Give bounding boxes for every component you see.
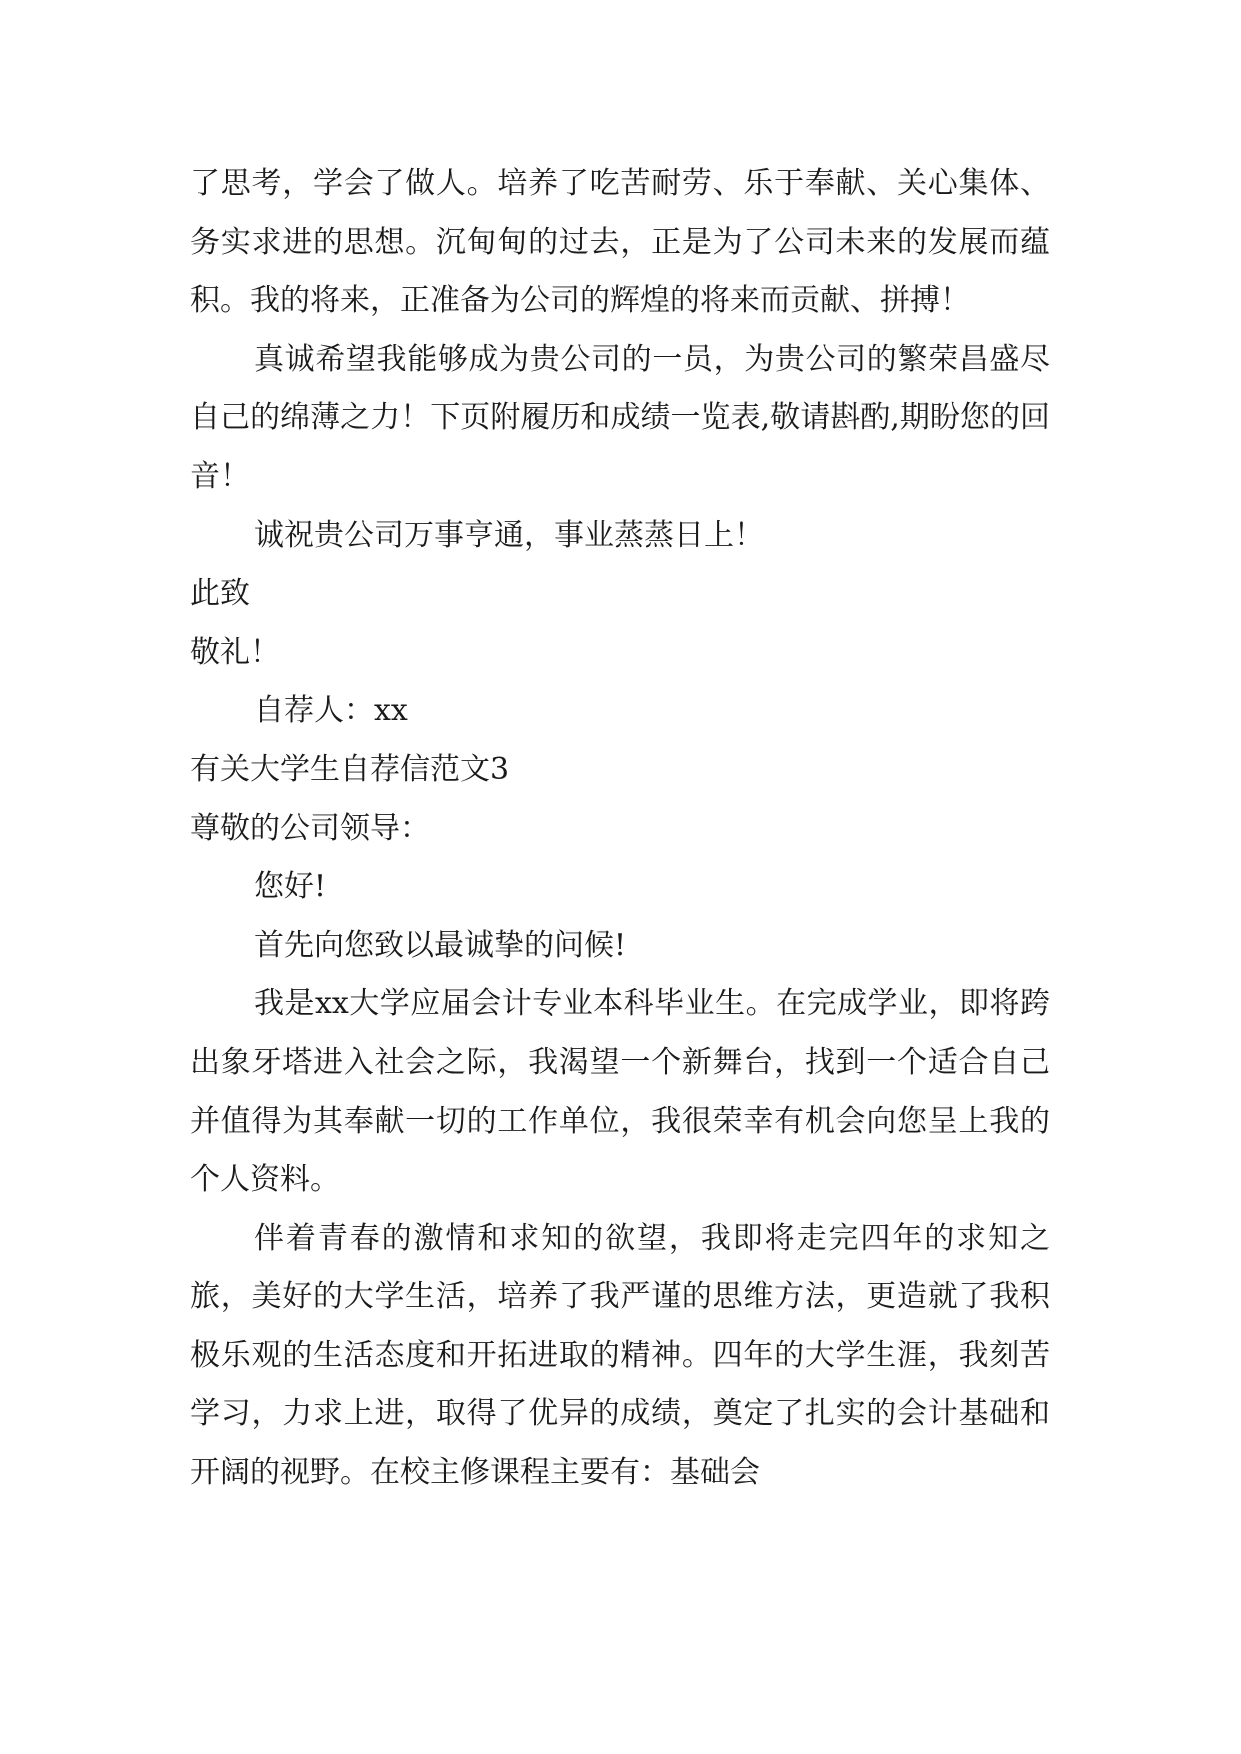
- paragraph-continuation: 了思考，学会了做人。培养了吃苦耐劳、乐于奉献、关心集体、务实求进的思想。沉甸甸的过去，正是为了公司未来的发展而蕴积。我的将来，正准备为公司的辉煌的将来而贡献、拼搏！: [190, 166, 1050, 319]
- closing-cizhi: 此致: [190, 576, 250, 612]
- paragraph-wishes: 诚祝贵公司万事亨通，事业蒸蒸日上！: [254, 517, 764, 553]
- paragraph-university-life: 伴着青春的激情和求知的欲望，我即将走完四年的求知之旅，美好的大学生活，培养了我严谨的思维方法，更造就了我积极乐观的生活态度和开拓进取的精神。四年的大学生涯，我刻苦学习，力求上进，取得了优异的成绩，奠定了扎实的会计基础和开阔的视野。在校主修课程主要有：基础会: [190, 1220, 1050, 1491]
- signature-line: 自荐人：xx: [254, 693, 408, 729]
- salutation: 尊敬的公司领导：: [190, 810, 430, 846]
- greeting: 您好!: [254, 869, 327, 905]
- paragraph-hope: 真诚希望我能够成为贵公司的一员，为贵公司的繁荣昌盛尽自己的绵薄之力！下页附履历和成绩一览表,敬请斟酌,期盼您的回音！: [190, 341, 1050, 494]
- letter-body: [190, 155, 1050, 1503]
- greeting-regards: 首先向您致以最诚挚的问候!: [254, 927, 627, 963]
- closing-jingli: 敬礼！: [190, 634, 280, 670]
- section-heading: 有关大学生自荐信范文3: [190, 751, 510, 787]
- paragraph-introduction: 我是xx大学应届会计专业本科毕业生。在完成学业，即将跨出象牙塔进入社会之际，我渴望一个新舞台，找到一个适合自己并值得为其奉献一切的工作单位，我很荣幸有机会向您呈上我的个人资料。: [190, 986, 1050, 1198]
